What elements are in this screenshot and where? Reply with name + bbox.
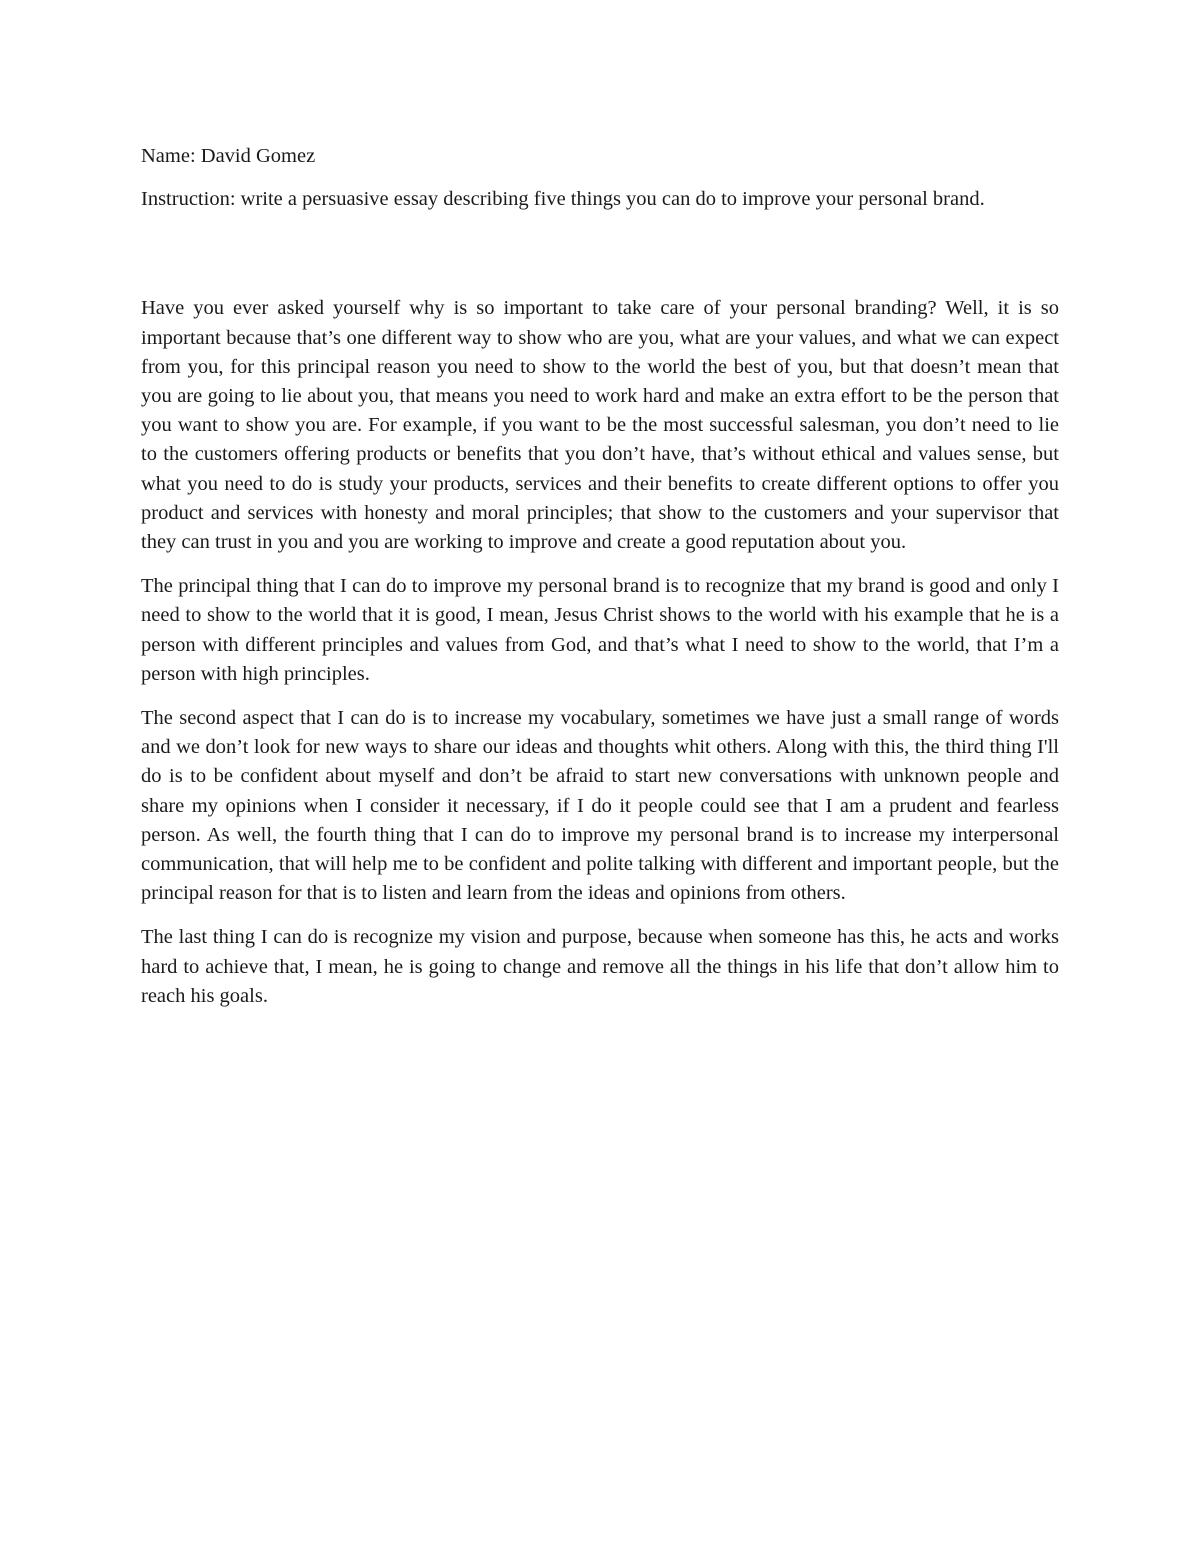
essay-paragraph-second-third-fourth: The second aspect that I can do is to increase my vocabulary, sometimes we have just a small range of words and we don’t look for new ways to share our ideas and thoughts whit others. Along with this, the third thing I'll do is to be confident about myself and don’t be afraid to start new conversations with unknown people and share my opinions when I consider it necessary, if I do it people could see that I am a prudent and fearless person. As well, the fourth thing that I can do to improve my personal brand is to increase my interpersonal communication, that will help me to be confident and polite talking with different and important people, but the principal reason for that is to listen and learn from the ideas and opinions from others.	[141, 707, 1059, 905]
essay-paragraph-last-thing: The last thing I can do is recognize my vision and purpose, because when someone has this, he acts and works hard to achieve that, I mean, he is going to change and remove all the things in his life that don’t allow him to reach his goals.	[141, 926, 1059, 1007]
essay-paragraph-first-thing: The principal thing that I can do to improve my personal brand is to recognize that my brand is good and only I need to show to the world that it is good, I mean, Jesus Christ shows to the world with his example that he is a person with different principles and values from God, and that’s what I need to show to the world, that I’m a person with high principles.	[141, 575, 1059, 685]
assignment-instruction: Instruction: write a persuasive essay describing five things you can do to improve your personal brand.	[141, 188, 985, 211]
document-body	[141, 142, 1059, 1026]
essay-paragraph-intro: Have you ever asked yourself why is so important to take care of your personal branding? Well, it is so important because that’s one different way to show who are you, what are your values, and what we can expect from you, for this principal reason you need to show to the world the best of you, but that doesn’t mean that you are going to lie about you, that means you need to work hard and make an extra effort to be the person that you want to show you are. For example, if you want to be the most successful salesman, you don’t need to lie to the customers offering products or benefits that you don’t have, that’s without ethical and values sense, but what you need to do is study your products, services and their benefits to create different options to offer you product and services with honesty and moral principles; that show to the customers and your supervisor that they can trust in you and you are working to improve and create a good reputation about you.	[141, 297, 1059, 554]
student-name: Name: David Gomez	[141, 145, 316, 167]
blank-spacer	[141, 214, 1059, 294]
